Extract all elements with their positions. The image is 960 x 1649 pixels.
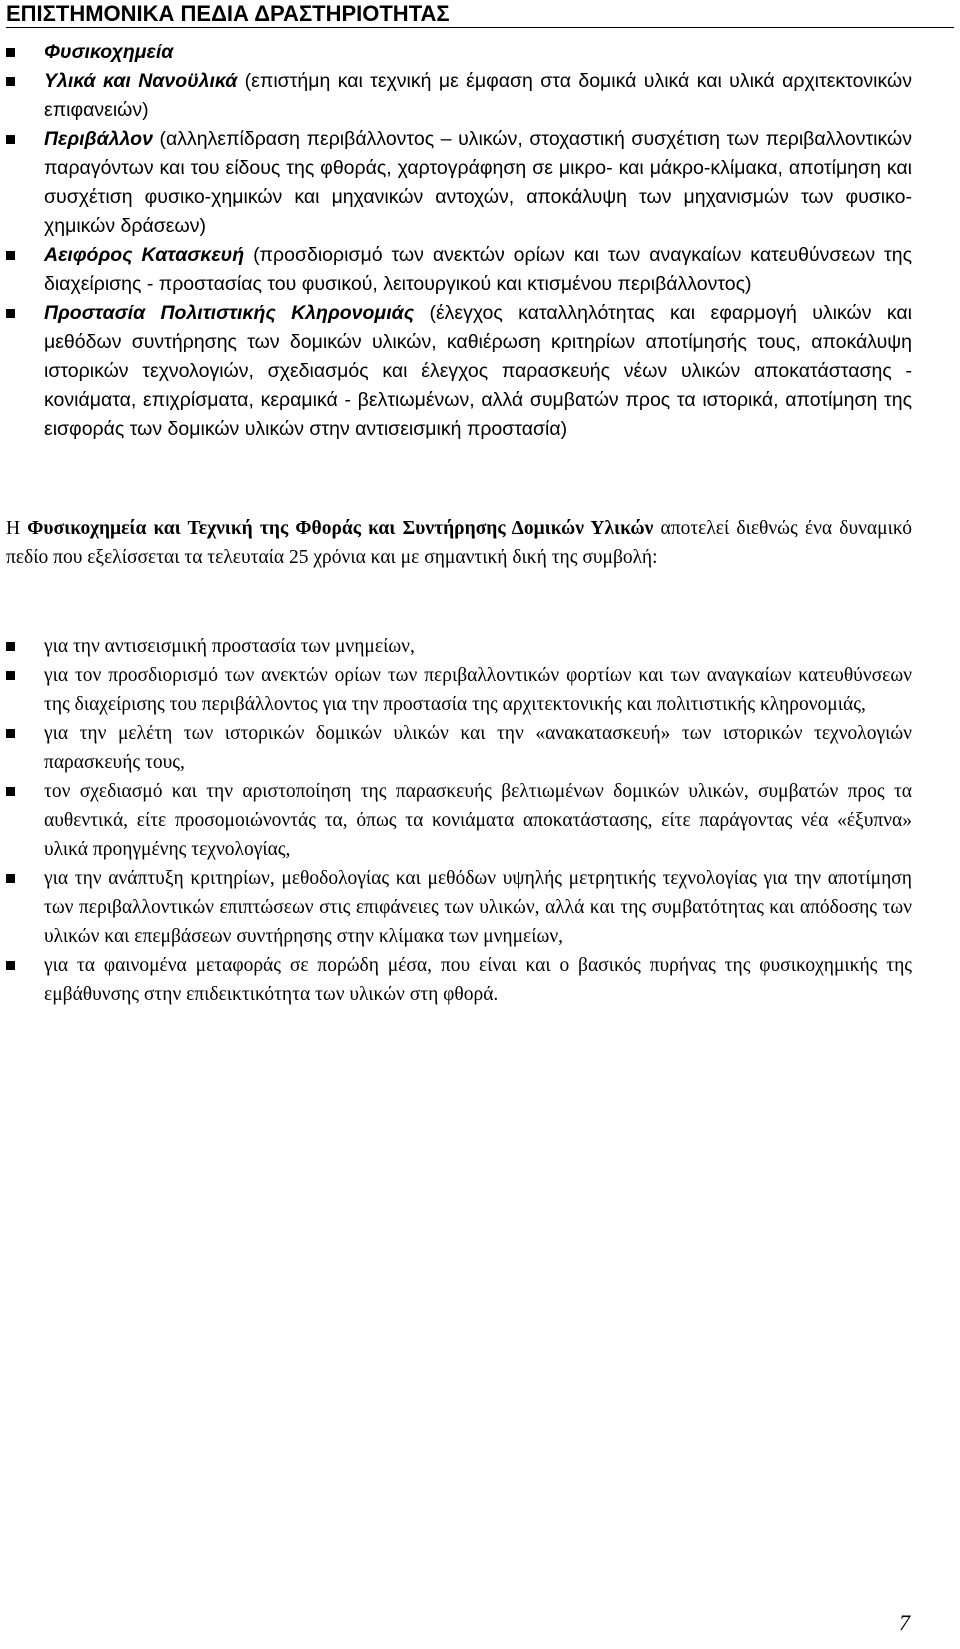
list-item — [6, 777, 912, 864]
list-item — [6, 38, 912, 67]
contribution-text: για τα φαινομένα μεταφοράς σε πορώδη μέσα, που είναι και ο βασικός πυρήνας της φυσικοχημικής της εμβάθυνσης στην επιδεικτικότητα των υλικών στη φθορά. — [44, 955, 912, 1005]
list-item — [6, 661, 912, 719]
contribution-text: τον σχεδιασμό και την αριστοποίηση της παρασκευής βελτιωμένων δομικών υλικών, συμβατών προς τα αυθεντικά, είτε προσομοιώνοντάς τα, όπως τα κονιάματα αποκατάστασης, είτε παράγοντας νέα «έξυπνα» υλικά προηγμένης τεχνολογίας, — [44, 781, 912, 860]
intro-paragraph — [6, 514, 912, 572]
section-heading: ΕΠΙΣΤΗΜΟΝΙΚΑ ΠΕΔΙΑ ΔΡΑΣΤΗΡΙΟΤΗΤΑΣ — [6, 1, 450, 26]
field-description: (προσδιορισμό των ανεκτών ορίων και των αναγκαίων κατευθύνσεων της διαχείρισης - προστασίας του φυσικού, λειτουργικού και κτισμένου περιβάλλοντος) — [44, 244, 912, 295]
square-bullet-icon — [6, 671, 15, 680]
page-number: 7 — [899, 1610, 910, 1635]
contribution-text: για τον προσδιορισμό των ανεκτών ορίων των περιβαλλοντικών φορτίων και των αναγκαίων κατευθύνσεων της διαχείρισης του περιβάλλοντος για την προστασία της αρχιτεκτονικής και πολιτιστικής κληρονομιάς, — [44, 665, 912, 715]
list-item — [6, 125, 912, 241]
intro-bold-subject: Φυσικοχημεία και Τεχνική της Φθοράς και Συντήρησης Δομικών Υλικών — [27, 518, 654, 539]
square-bullet-icon — [6, 961, 15, 970]
square-bullet-icon — [6, 77, 15, 86]
square-bullet-icon — [6, 135, 15, 144]
square-bullet-icon — [6, 251, 15, 260]
square-bullet-icon — [6, 309, 15, 318]
contribution-text: για την αντισεισμική προστασία των μνημείων, — [44, 636, 415, 657]
intro-after: αποτελεί διεθνώς ένα δυναμικό πεδίο που εξελίσσεται τα τελευταία 25 χρόνια και με σημαντική δική της συμβολή: — [6, 518, 912, 568]
square-bullet-icon — [6, 48, 15, 57]
list-item — [6, 864, 912, 951]
scientific-fields-list — [6, 38, 912, 444]
field-description: (έλεγχος καταλληλότητας και εφαρμογή υλικών και μεθόδων συντήρησης των δομικών υλικών, καθιέρωση κριτηρίων αποτίμησής τους, αποκάλυψη ιστορικών τεχνολογιών, σχεδιασμός και έλεγχος παρασκευής νέων υλικών αποκατάστασης - κονιάματα, επιχρίσματα, κεραμικά - βελτιωμένων, αλλά συμβατών προς τα ιστορικά, αποτίμηση της εισφοράς των δομικών υλικών στην αντισεισμική προστασία) — [44, 302, 912, 440]
intro-before: Η — [6, 518, 28, 539]
square-bullet-icon — [6, 787, 15, 796]
list-item — [6, 67, 912, 125]
contribution-text: για την ανάπτυξη κριτηρίων, μεθοδολογίας και μεθόδων υψηλής μετρητικής τεχνολογίας για την αποτίμηση των περιβαλλοντικών επιπτώσεων στις επιφάνειες των υλικών, αλλά και της συμβατότητας και απόδοσης των υλικών και επεμβάσεων συντήρησης στην κλίμακα των μνημείων, — [44, 868, 912, 947]
list-item — [6, 951, 912, 1009]
contributions-list — [6, 632, 912, 1009]
square-bullet-icon — [6, 642, 15, 651]
field-title: Υλικά και Νανοϋλικά — [44, 70, 238, 92]
square-bullet-icon — [6, 874, 15, 883]
field-title: Αειφόρος Κατασκευή — [44, 244, 245, 266]
list-item — [6, 719, 912, 777]
heading-underline — [6, 27, 954, 28]
list-item — [6, 241, 912, 299]
field-description: (επιστήμη και τεχνική με έμφαση στα δομικά υλικά και υλικά αρχιτεκτονικών επιφανειών) — [44, 70, 912, 121]
list-item — [6, 299, 912, 444]
list-item — [6, 632, 912, 661]
field-title: Προστασία Πολιτιστικής Κληρονομιάς — [44, 302, 415, 324]
square-bullet-icon — [6, 729, 15, 738]
field-description: (αλληλεπίδραση περιβάλλοντος – υλικών, στοχαστική συσχέτιση των περιβαλλοντικών παραγόντων και του είδους της φθοράς, χαρτογράφηση σε μικρο- και μάκρο-κλίμακα, αποτίμηση και συσχέτιση φυσικο-χημικών και μηχανικών αντοχών, αποκάλυψη των μηχανισμών των φυσικο-χημικών δράσεων) — [44, 128, 912, 237]
field-title: Περιβάλλον — [44, 128, 153, 150]
contribution-text: για την μελέτη των ιστορικών δομικών υλικών και την «ανακατασκευή» των ιστορικών τεχνολογιών παρασκευής τους, — [44, 723, 912, 773]
field-title: Φυσικοχημεία — [44, 41, 174, 63]
